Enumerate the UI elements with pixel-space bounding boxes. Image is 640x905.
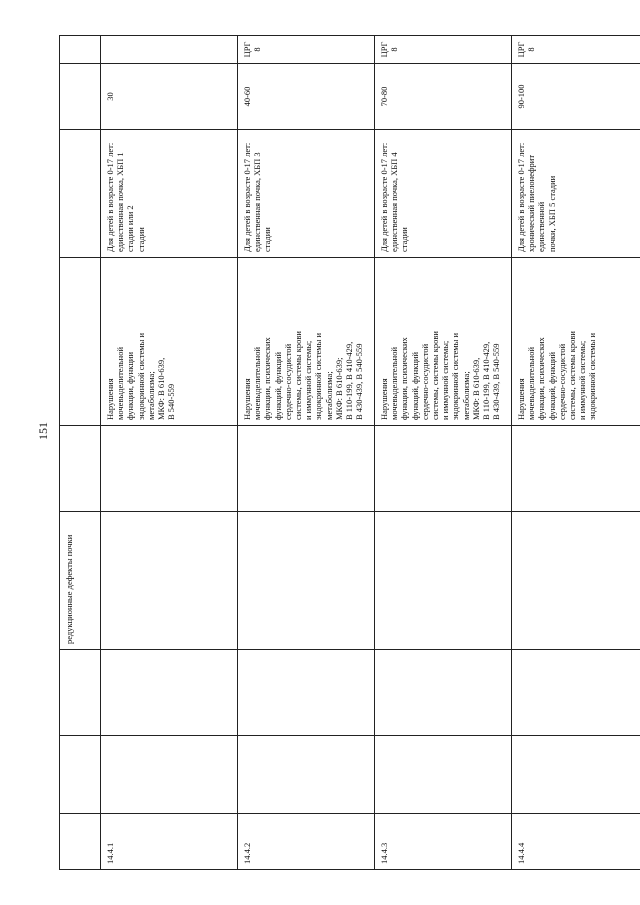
table-row	[238, 36, 375, 870]
row-code: 14.4.4	[512, 814, 640, 870]
header-cell-7	[60, 130, 101, 258]
row-empty	[101, 426, 238, 512]
row-description: Для детей в возрасте 0-17 лет: единственная почка, ХБП 3 стадии	[238, 130, 375, 258]
table-row	[101, 36, 238, 870]
row-description: Для детей в возрасте 0-17 лет: хронический пиелонефрит единственной почки, ХБП 5 стадии	[512, 130, 640, 258]
table-row	[375, 36, 512, 870]
row-empty	[375, 512, 512, 650]
row-empty	[512, 426, 640, 512]
header-cell-9	[60, 36, 101, 64]
row-empty	[238, 650, 375, 736]
row-disorder: Нарушения мочевыделительной функции, функции эндокринной системы и метаболизма; МКФ: В 610-639, В 540-559	[101, 258, 238, 426]
row-empty	[101, 736, 238, 814]
row-code: 14.4.2	[238, 814, 375, 870]
row-disorder: Нарушения мочевыделительной функции, психических функций, функций сердечно-сосудистой системы, системы крови и иммунной системы; эндокринной системы и метаболизма; МКФ: В 610-639, В 110-199, В 410-429, В 430-439, В 540-559	[375, 258, 512, 426]
row-disorder: Нарушения мочевыделительной функции, психических функций, функций сердечно-сосудистой системы, системы крови и иммунной системы; эндокринной системы и	[512, 258, 640, 426]
row-description: Для детей в возрасте 0-17 лет: единственная почка, ХБП 4 стадии	[375, 130, 512, 258]
row-group: ЦРГ 8	[238, 36, 375, 64]
row-empty	[375, 650, 512, 736]
row-percent: 30	[101, 64, 238, 130]
header-cell-5	[60, 426, 101, 512]
row-code: 14.4.3	[375, 814, 512, 870]
page-number: 151	[36, 422, 50, 440]
row-code: 14.4.1	[101, 814, 238, 870]
header-cell-8	[60, 64, 101, 130]
rotated-table-wrapper	[59, 36, 611, 870]
header-cell-6	[60, 258, 101, 426]
row-empty	[238, 736, 375, 814]
row-percent: 70-80	[375, 64, 512, 130]
table-row	[512, 36, 640, 870]
row-empty	[101, 650, 238, 736]
row-empty	[375, 426, 512, 512]
header-cell-4: редукционные дефекты почки	[60, 512, 101, 650]
row-group	[101, 36, 238, 64]
header-cell-3	[60, 650, 101, 736]
row-percent: 40-60	[238, 64, 375, 130]
row-description: Для детей в возрасте 0-17 лет: единственная почка, ХБП 1 стадии или 2 стадии	[101, 130, 238, 258]
header-row	[60, 36, 101, 870]
row-percent: 90-100	[512, 64, 640, 130]
row-group: ЦРГ 8	[512, 36, 640, 64]
criteria-table	[59, 35, 640, 870]
header-cell-1	[60, 814, 101, 870]
row-empty	[375, 736, 512, 814]
row-empty	[238, 426, 375, 512]
row-empty	[101, 512, 238, 650]
header-cell-2	[60, 736, 101, 814]
row-empty	[512, 650, 640, 736]
row-empty	[238, 512, 375, 650]
row-group: ЦРГ 8	[375, 36, 512, 64]
row-empty	[512, 736, 640, 814]
row-empty	[512, 512, 640, 650]
row-disorder: Нарушения мочевыделительной функции, психических функций, функций сердечно-сосудистой системы, системы крови и иммунной системы; эндокринной системы и метаболизма; МКФ: В 610-639; В 110-199, В 410-429, В 430-439, В 540-559	[238, 258, 375, 426]
